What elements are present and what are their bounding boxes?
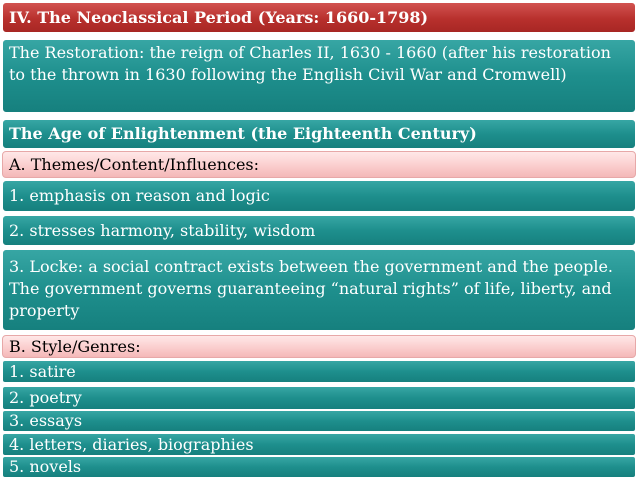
section-a-item-1: 1. emphasis on reason and logic xyxy=(2,180,636,212)
section-a-heading: A. Themes/Content/Influences: xyxy=(2,151,636,178)
restoration-block: The Restoration: the reign of Charles II, 1630 - 1660 (after his restoration to the thrown in 1630 following the English Civil War and Cromwell) xyxy=(2,39,636,113)
section-b-item-3: 3. essays xyxy=(2,410,636,432)
section-b-item-4: 4. letters, diaries, biographies xyxy=(2,433,636,456)
section-b-item-1: 1. satire xyxy=(2,360,636,383)
section-a-item-2: 2. stresses harmony, stability, wisdom xyxy=(2,215,636,246)
section-b-item-5: 5. novels xyxy=(2,456,636,478)
slide-title: IV. The Neoclassical Period (Years: 1660-1798) xyxy=(2,2,636,33)
section-a-item-3: 3. Locke: a social contract exists between the government and the people. The government governs guaranteeing “natural rights” of life, liberty, and property xyxy=(2,249,636,331)
enlightenment-heading: The Age of Enlightenment (the Eighteenth Century) xyxy=(2,119,636,149)
section-b-item-2: 2. poetry xyxy=(2,386,636,410)
section-b-heading: B. Style/Genres: xyxy=(2,335,636,358)
